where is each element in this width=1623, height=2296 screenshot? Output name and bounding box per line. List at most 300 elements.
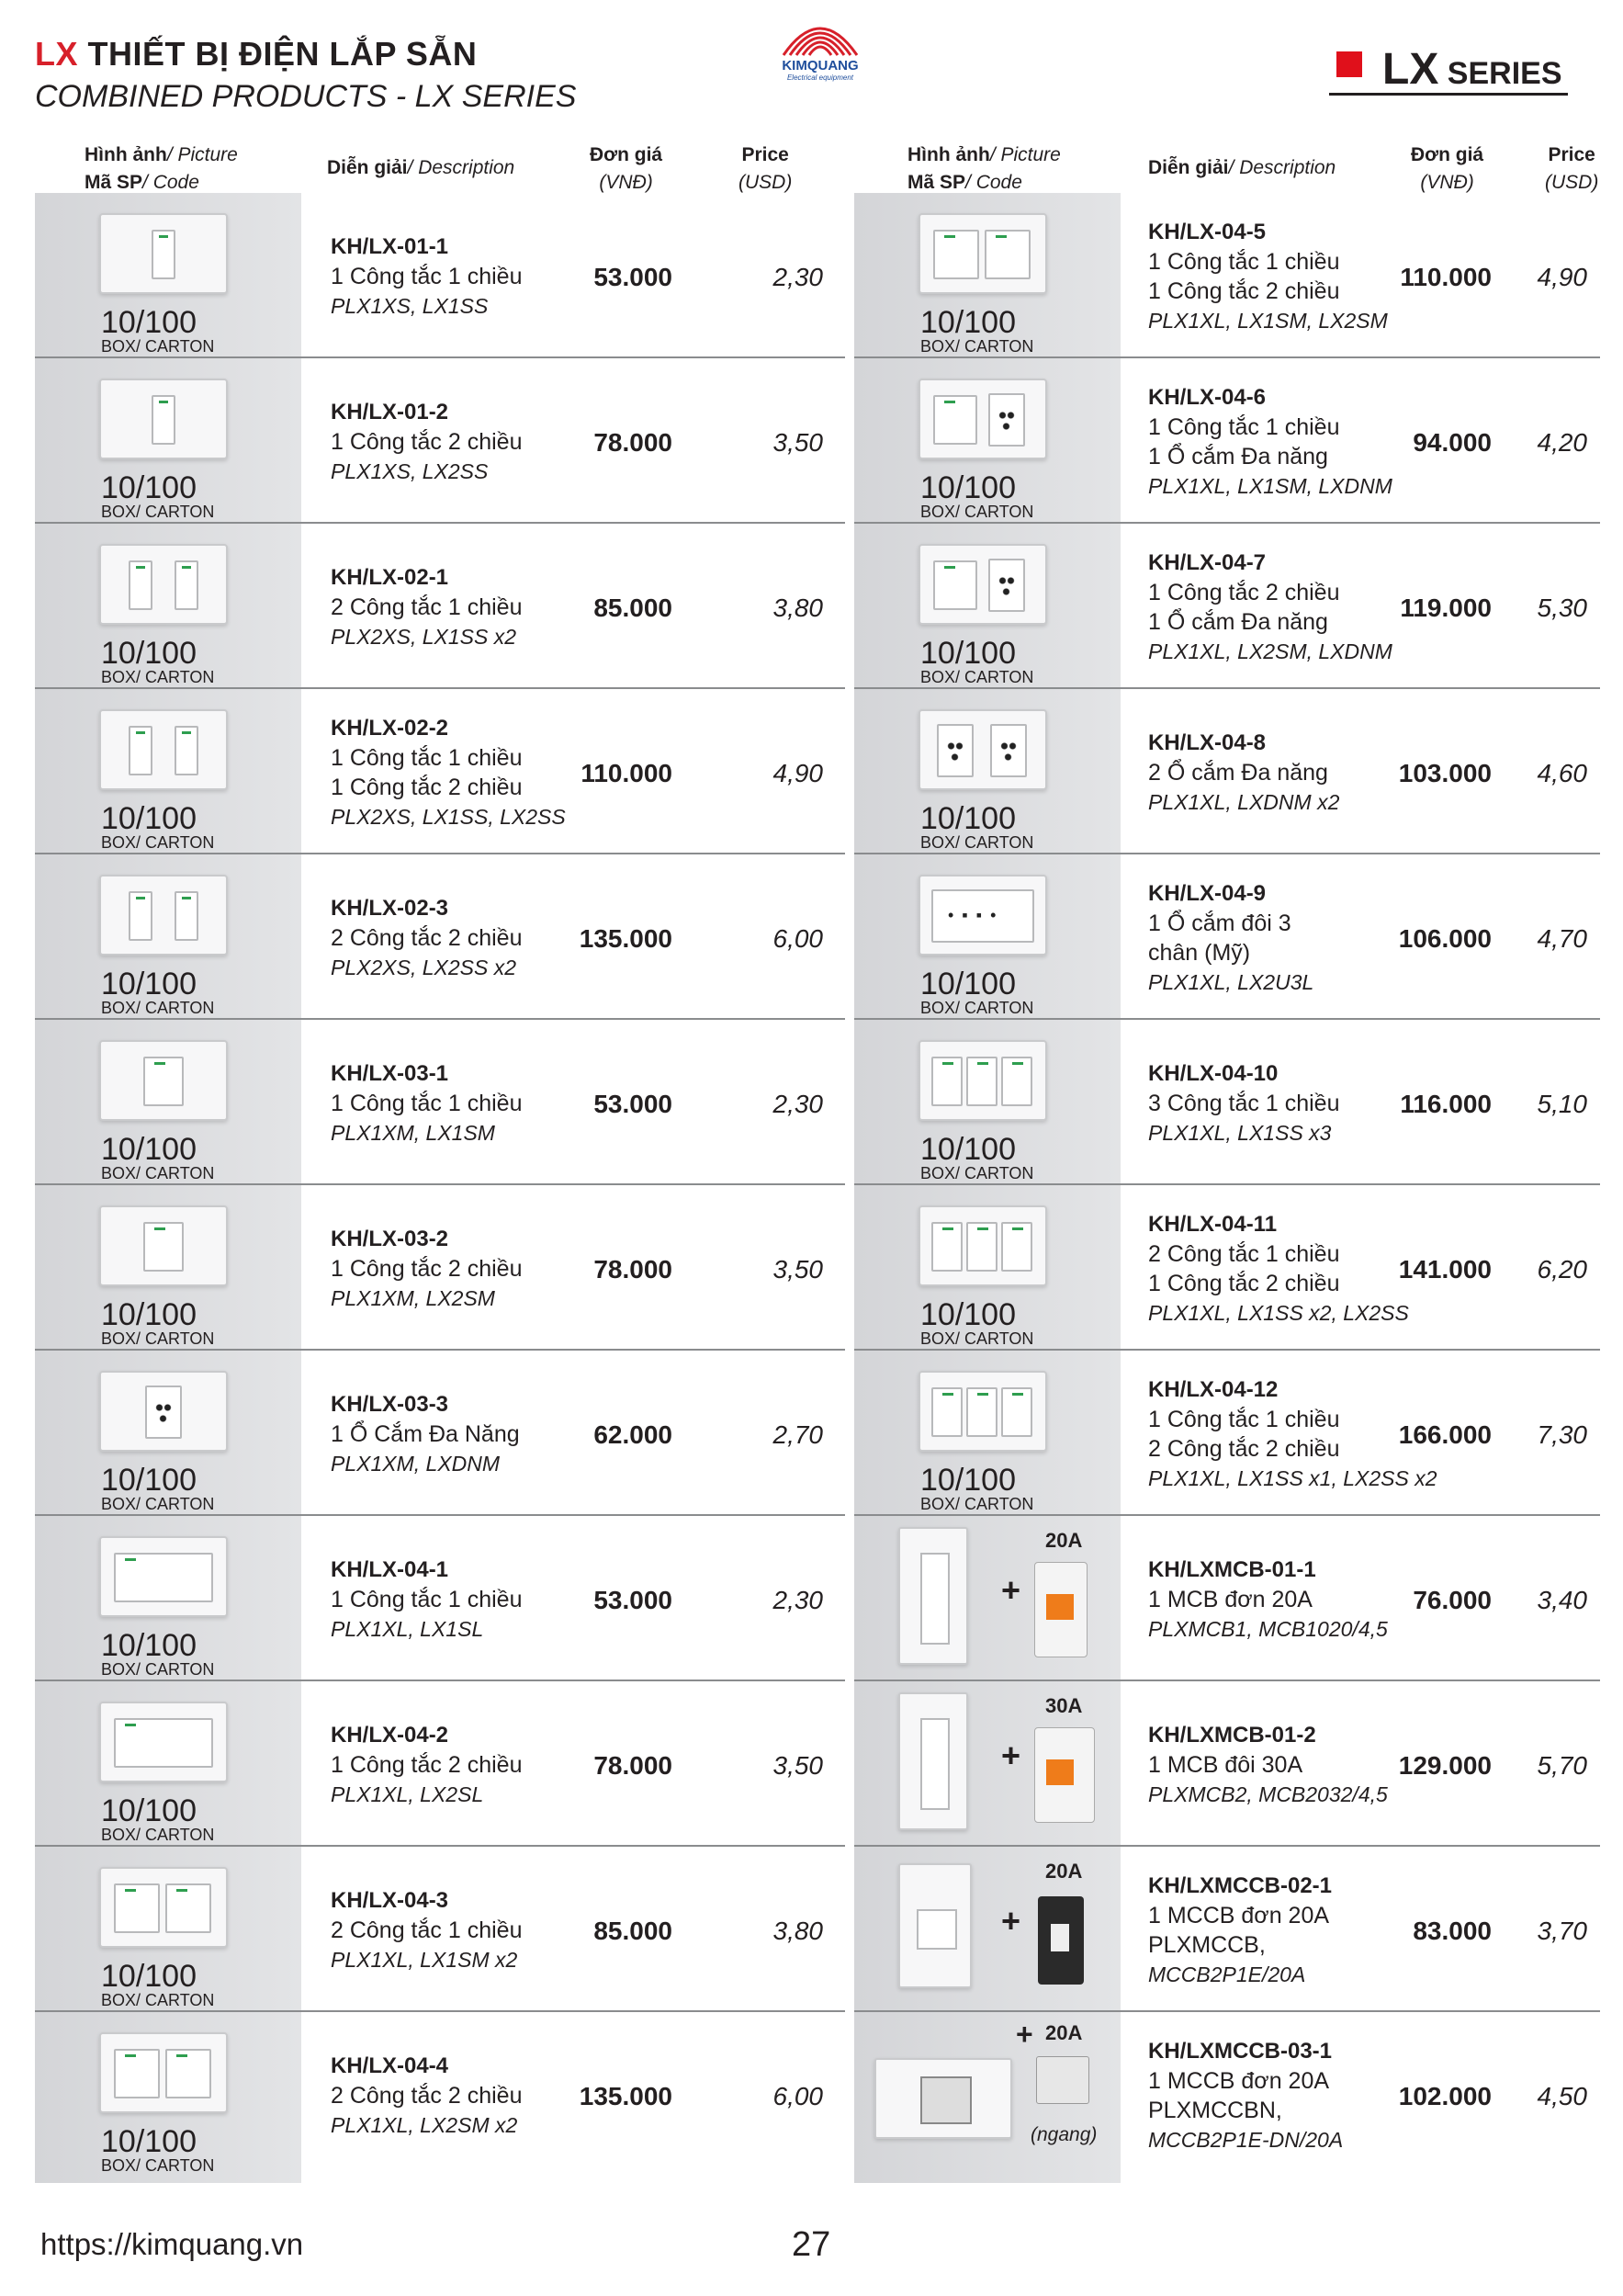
price-usd: 7,30 bbox=[1537, 1420, 1587, 1449]
col-header-vnd-right: Đơn giá (VNĐ) bbox=[1411, 144, 1484, 193]
price-usd: 3,50 bbox=[772, 428, 823, 457]
switch-plate-icon bbox=[919, 1040, 1047, 1121]
amp-label: 20A bbox=[1045, 1860, 1083, 1883]
switch-plate-icon bbox=[919, 1205, 1047, 1286]
product-code: KH/LX-02-1 bbox=[331, 565, 449, 590]
packing-qty: 10/100 bbox=[920, 1297, 1016, 1332]
product-description: 2 Công tắc 2 chiều bbox=[331, 925, 523, 951]
product-model: PLX2XS, LX1SS, LX2SS bbox=[331, 805, 566, 829]
packing-unit: BOX/ CARTON bbox=[101, 1991, 215, 2009]
packing-qty: 10/100 bbox=[920, 470, 1016, 505]
product-model: PLX1XS, LX1SS bbox=[331, 294, 489, 318]
packing-unit: BOX/ CARTON bbox=[101, 1826, 215, 1844]
packing-unit: BOX/ CARTON bbox=[101, 999, 215, 1017]
packing-qty: 10/100 bbox=[101, 1297, 197, 1332]
product-image bbox=[35, 193, 301, 356]
price-usd: 3,40 bbox=[1537, 1586, 1587, 1614]
product-description: 2 Công tắc 2 chiều bbox=[1148, 1436, 1340, 1462]
switch-key-icon bbox=[143, 1057, 184, 1106]
product-code: KH/LXMCB-01-2 bbox=[1148, 1723, 1316, 1747]
mcb-breaker-icon bbox=[1034, 1727, 1095, 1823]
switch-plate-icon bbox=[919, 544, 1047, 625]
product-image bbox=[35, 358, 301, 522]
table-row bbox=[35, 1681, 845, 1847]
price-usd: 2,30 bbox=[772, 263, 823, 291]
page-number: 27 bbox=[792, 2225, 831, 2264]
price-vnd: 116.000 bbox=[1400, 1090, 1492, 1118]
product-image bbox=[854, 854, 1121, 1018]
switch-plate-icon bbox=[919, 379, 1047, 459]
switch-key-icon bbox=[165, 1883, 211, 1933]
product-image bbox=[35, 524, 301, 687]
price-vnd: 85.000 bbox=[593, 1917, 672, 1945]
product-model: PLX1XL, LX1SM, LXDNM bbox=[1148, 474, 1392, 498]
packing-qty: 10/100 bbox=[101, 801, 197, 836]
product-code: KH/LXMCCB-03-1 bbox=[1148, 2039, 1333, 2064]
switch-plate-icon bbox=[99, 1867, 228, 1948]
product-table-left bbox=[35, 193, 845, 2183]
switch-key-icon bbox=[175, 726, 198, 775]
switch-key-icon bbox=[933, 395, 977, 445]
table-row bbox=[854, 358, 1600, 524]
product-image bbox=[35, 1185, 301, 1349]
switch-plate-icon bbox=[99, 379, 228, 459]
mccb-breaker-icon bbox=[1038, 1896, 1084, 1985]
plus-icon: + bbox=[1001, 1902, 1021, 1940]
table-row bbox=[35, 1185, 845, 1351]
switch-key-icon bbox=[966, 1057, 997, 1106]
product-code: KH/LX-03-2 bbox=[331, 1227, 449, 1251]
product-description: PLXMCCB, bbox=[1148, 1932, 1266, 1958]
product-code: KH/LX-03-1 bbox=[331, 1061, 449, 1086]
product-description: 1 MCB đôi 30A bbox=[1148, 1752, 1303, 1778]
product-image bbox=[35, 1681, 301, 1845]
switch-plate-icon bbox=[919, 709, 1047, 790]
product-code: KH/LX-04-10 bbox=[1148, 1061, 1279, 1086]
table-row bbox=[854, 1185, 1600, 1351]
product-image bbox=[35, 689, 301, 853]
product-description: 1 Công tắc 1 chiều bbox=[331, 1091, 523, 1116]
product-description: 2 Công tắc 1 chiều bbox=[331, 1917, 523, 1943]
table-row bbox=[35, 2012, 845, 2177]
product-description: 1 Công tắc 2 chiều bbox=[331, 429, 523, 455]
price-usd: 6,00 bbox=[772, 2082, 823, 2110]
product-code: KH/LX-04-3 bbox=[331, 1888, 449, 1913]
product-code: KH/LXMCCB-02-1 bbox=[1148, 1873, 1333, 1898]
packing-qty: 10/100 bbox=[101, 1463, 197, 1498]
product-code: KH/LX-04-12 bbox=[1148, 1377, 1279, 1402]
price-vnd: 119.000 bbox=[1400, 594, 1492, 622]
product-code: KH/LXMCB-01-1 bbox=[1148, 1557, 1316, 1582]
product-image bbox=[854, 1185, 1121, 1349]
product-image bbox=[35, 1020, 301, 1183]
price-usd: 5,70 bbox=[1537, 1751, 1587, 1780]
table-row bbox=[35, 1351, 845, 1516]
switch-plate-icon bbox=[919, 213, 1047, 294]
packing-unit: BOX/ CARTON bbox=[101, 1495, 215, 1513]
product-model: PLX1XL, LXDNM x2 bbox=[1148, 790, 1340, 814]
product-description: 1 Ổ Cắm Đa Năng bbox=[331, 1421, 520, 1447]
product-description: 2 Công tắc 2 chiều bbox=[331, 2083, 523, 2109]
packing-unit: BOX/ CARTON bbox=[101, 668, 215, 686]
price-vnd: 106.000 bbox=[1398, 924, 1492, 953]
product-description: 1 Ổ cắm Đa năng bbox=[1148, 609, 1328, 635]
switch-plate-icon bbox=[99, 2032, 228, 2113]
product-image bbox=[854, 1516, 1121, 1680]
product-model: PLX1XL, LX1SM, LX2SM bbox=[1148, 309, 1388, 333]
product-code: KH/LX-04-5 bbox=[1148, 220, 1267, 244]
packing-unit: BOX/ CARTON bbox=[920, 1495, 1034, 1513]
product-description: 1 Công tắc 2 chiều bbox=[1148, 1271, 1340, 1296]
product-model: PLX2XS, LX1SS x2 bbox=[331, 625, 517, 649]
table-row bbox=[854, 1847, 1600, 2012]
socket-icon bbox=[988, 393, 1025, 447]
mcb-plate-icon bbox=[898, 1527, 968, 1665]
switch-plate-icon bbox=[99, 1205, 228, 1286]
price-usd: 4,90 bbox=[1537, 263, 1587, 291]
product-code: KH/LX-04-6 bbox=[1148, 385, 1267, 410]
packing-qty: 10/100 bbox=[101, 1793, 197, 1828]
switch-plate-icon bbox=[99, 213, 228, 294]
table-row bbox=[35, 193, 845, 358]
price-usd: 3,50 bbox=[772, 1751, 823, 1780]
switch-key-icon bbox=[152, 395, 175, 445]
packing-unit: BOX/ CARTON bbox=[920, 999, 1034, 1017]
table-row bbox=[854, 1351, 1600, 1516]
table-row bbox=[35, 1020, 845, 1185]
socket-icon bbox=[988, 559, 1025, 612]
packing-qty: 10/100 bbox=[101, 1132, 197, 1167]
price-usd: 4,70 bbox=[1537, 924, 1587, 953]
switch-key-icon bbox=[175, 891, 198, 941]
table-row bbox=[854, 193, 1600, 358]
switch-key-icon bbox=[933, 560, 977, 610]
product-model: PLX1XL, LX1SS x3 bbox=[1148, 1121, 1332, 1145]
website-url[interactable]: https://kimquang.vn bbox=[40, 2227, 304, 2261]
product-description: 1 Công tắc 1 chiều bbox=[331, 1587, 523, 1612]
packing-qty: 10/100 bbox=[920, 801, 1016, 836]
table-row bbox=[35, 1847, 845, 2012]
product-code: KH/LX-04-2 bbox=[331, 1723, 449, 1747]
product-code: KH/LX-04-7 bbox=[1148, 550, 1267, 575]
switch-plate-icon bbox=[99, 875, 228, 956]
product-description: PLXMCCBN, bbox=[1148, 2098, 1282, 2123]
switch-key-icon bbox=[933, 230, 979, 279]
product-model: PLX1XL, LX1SM x2 bbox=[331, 1948, 518, 1972]
table-row bbox=[854, 2012, 1600, 2177]
product-model: PLX1XL, LX2SM, LXDNM bbox=[1148, 639, 1392, 663]
table-row bbox=[35, 358, 845, 524]
mccb-plate-icon bbox=[874, 2058, 1012, 2139]
product-image bbox=[35, 854, 301, 1018]
switch-plate-icon bbox=[99, 544, 228, 625]
product-description: 1 MCCB đơn 20A bbox=[1148, 2068, 1330, 2094]
price-usd: 4,90 bbox=[772, 759, 823, 787]
switch-plate-icon bbox=[99, 1702, 228, 1782]
product-image bbox=[854, 1020, 1121, 1183]
price-vnd: 62.000 bbox=[593, 1420, 672, 1449]
switch-key-icon bbox=[114, 2049, 160, 2098]
product-model: PLX1XL, LX2SL bbox=[331, 1782, 484, 1806]
price-usd: 3,80 bbox=[772, 594, 823, 622]
product-description: 1 Công tắc 1 chiều bbox=[1148, 414, 1340, 440]
packing-qty: 10/100 bbox=[920, 636, 1016, 671]
col-header-desc-left: Diễn giải/ Description bbox=[327, 157, 515, 178]
packing-unit: BOX/ CARTON bbox=[101, 833, 215, 852]
table-row bbox=[854, 524, 1600, 689]
packing-qty: 10/100 bbox=[101, 1959, 197, 1994]
price-vnd: 85.000 bbox=[593, 594, 672, 622]
col-header-picture-right: Hình ảnh/ Picture Mã SP/ Code bbox=[907, 144, 1061, 193]
price-usd: 4,60 bbox=[1537, 759, 1587, 787]
packing-qty: 10/100 bbox=[920, 1132, 1016, 1167]
socket-icon bbox=[990, 724, 1027, 777]
price-vnd: 53.000 bbox=[593, 1090, 672, 1118]
price-vnd: 76.000 bbox=[1413, 1586, 1492, 1614]
product-code: KH/LX-01-2 bbox=[331, 400, 449, 424]
packing-qty: 10/100 bbox=[101, 470, 197, 505]
product-image bbox=[854, 524, 1121, 687]
packing-unit: BOX/ CARTON bbox=[920, 503, 1034, 521]
product-description: 2 Công tắc 1 chiều bbox=[331, 594, 523, 620]
table-row bbox=[35, 689, 845, 854]
product-description: 1 Công tắc 2 chiều bbox=[331, 1752, 523, 1778]
packing-unit: BOX/ CARTON bbox=[101, 503, 215, 521]
price-usd: 4,50 bbox=[1537, 2082, 1587, 2110]
packing-unit: BOX/ CARTON bbox=[920, 337, 1034, 356]
switch-plate-icon bbox=[99, 1371, 228, 1452]
product-description: 1 Công tắc 2 chiều bbox=[1148, 278, 1340, 304]
amp-label: 20A bbox=[1045, 1529, 1083, 1552]
mcb-plate-icon bbox=[898, 1692, 968, 1830]
product-image bbox=[854, 1351, 1121, 1514]
packing-unit: BOX/ CARTON bbox=[920, 668, 1034, 686]
socket-icon bbox=[145, 1386, 182, 1439]
product-model: PLX1XM, LXDNM bbox=[331, 1452, 501, 1476]
price-vnd: 135.000 bbox=[579, 2082, 672, 2110]
svg-text:Electrical equipment: Electrical equipment bbox=[786, 74, 854, 82]
mccb-breaker-icon bbox=[1036, 2056, 1089, 2104]
product-image bbox=[854, 1681, 1121, 1845]
packing-qty: 10/100 bbox=[101, 1628, 197, 1663]
switch-plate-icon bbox=[919, 1371, 1047, 1452]
table-row bbox=[35, 524, 845, 689]
series-badge: LX SERIES bbox=[1329, 44, 1568, 96]
price-vnd: 135.000 bbox=[579, 924, 672, 953]
price-vnd: 103.000 bbox=[1398, 759, 1492, 787]
table-row bbox=[854, 1681, 1600, 1847]
packing-qty: 10/100 bbox=[920, 967, 1016, 1001]
price-vnd: 78.000 bbox=[593, 1751, 672, 1780]
packing-unit: BOX/ CARTON bbox=[101, 337, 215, 356]
red-square-icon bbox=[1336, 51, 1362, 77]
product-description: 1 MCCB đơn 20A bbox=[1148, 1903, 1330, 1928]
price-vnd: 102.000 bbox=[1398, 2082, 1492, 2110]
mccb-plate-icon bbox=[898, 1863, 972, 1988]
product-image bbox=[854, 1847, 1121, 2010]
packing-unit: BOX/ CARTON bbox=[101, 1329, 215, 1348]
amp-label: 20A bbox=[1045, 2021, 1083, 2044]
col-header-vnd-left: Đơn giá (VNĐ) bbox=[590, 144, 663, 193]
switch-key-icon bbox=[931, 1387, 963, 1437]
price-usd: 5,10 bbox=[1537, 1090, 1587, 1118]
product-model: PLX1XS, LX2SS bbox=[331, 459, 489, 483]
price-usd: 3,70 bbox=[1537, 1917, 1587, 1945]
price-vnd: 129.000 bbox=[1398, 1751, 1492, 1780]
product-code: KH/LX-04-9 bbox=[1148, 881, 1267, 906]
packing-qty: 10/100 bbox=[101, 2124, 197, 2159]
plus-icon: + bbox=[1001, 1571, 1021, 1609]
product-model: PLX1XM, LX2SM bbox=[331, 1286, 495, 1310]
packing-unit: BOX/ CARTON bbox=[920, 833, 1034, 852]
product-description: 3 Công tắc 1 chiều bbox=[1148, 1091, 1340, 1116]
packing-unit: BOX/ CARTON bbox=[920, 1329, 1034, 1348]
product-model: MCCB2P1E/20A bbox=[1148, 1962, 1306, 1986]
switch-plate-icon bbox=[99, 709, 228, 790]
switch-plate-icon bbox=[919, 875, 1047, 956]
col-header-desc-right: Diễn giải/ Description bbox=[1148, 157, 1336, 178]
packing-unit: BOX/ CARTON bbox=[101, 1660, 215, 1679]
packing-qty: 10/100 bbox=[101, 636, 197, 671]
switch-key-icon bbox=[1001, 1057, 1032, 1106]
product-model: PLX1XL, LX2U3L bbox=[1148, 970, 1314, 994]
price-vnd: 110.000 bbox=[580, 759, 672, 787]
switch-key-icon bbox=[143, 1222, 184, 1272]
switch-key-icon bbox=[129, 560, 152, 610]
price-vnd: 166.000 bbox=[1398, 1420, 1492, 1449]
kimquang-logo bbox=[761, 7, 880, 83]
plus-icon: + bbox=[1001, 1736, 1021, 1774]
switch-key-icon bbox=[114, 1553, 213, 1602]
price-usd: 6,20 bbox=[1537, 1255, 1587, 1284]
packing-qty: 10/100 bbox=[920, 305, 1016, 340]
product-image bbox=[854, 2012, 1121, 2176]
svg-text:KIMQUANG: KIMQUANG bbox=[782, 58, 859, 74]
price-usd: 2,70 bbox=[772, 1420, 823, 1449]
packing-unit: BOX/ CARTON bbox=[101, 2156, 215, 2175]
price-vnd: 141.000 bbox=[1398, 1255, 1492, 1284]
switch-key-icon bbox=[114, 1883, 160, 1933]
price-vnd: 53.000 bbox=[593, 263, 672, 291]
product-image bbox=[35, 1847, 301, 2010]
switch-key-icon bbox=[175, 560, 198, 610]
product-model: PLX1XL, LX1SL bbox=[331, 1617, 484, 1641]
us-socket-icon bbox=[931, 889, 1034, 943]
price-usd: 2,30 bbox=[772, 1586, 823, 1614]
switch-key-icon bbox=[152, 230, 175, 279]
orientation-note: (ngang) bbox=[1031, 2124, 1098, 2145]
product-description: 1 Công tắc 1 chiều bbox=[331, 264, 523, 289]
price-usd: 3,50 bbox=[772, 1255, 823, 1284]
col-header-usd-left: Price (USD) bbox=[738, 144, 793, 193]
product-image bbox=[35, 2012, 301, 2176]
product-description: 1 Công tắc 1 chiều bbox=[1148, 1407, 1340, 1432]
mcb-breaker-icon bbox=[1034, 1562, 1088, 1657]
product-model: PLXMCB2, MCB2032/4,5 bbox=[1148, 1782, 1388, 1806]
price-usd: 3,80 bbox=[772, 1917, 823, 1945]
price-vnd: 110.000 bbox=[1400, 263, 1492, 291]
product-description: 1 Công tắc 2 chiều bbox=[331, 1256, 523, 1282]
product-model: MCCB2P1E-DN/20A bbox=[1148, 2128, 1344, 2152]
switch-key-icon bbox=[931, 1057, 963, 1106]
switch-key-icon bbox=[966, 1222, 997, 1272]
product-description: 1 Công tắc 2 chiều bbox=[1148, 580, 1340, 605]
product-table-right bbox=[854, 193, 1600, 2183]
switch-key-icon bbox=[129, 891, 152, 941]
product-image bbox=[854, 689, 1121, 853]
product-model: PLX1XL, LX1SS x1, LX2SS x2 bbox=[1148, 1466, 1437, 1490]
product-code: KH/LX-01-1 bbox=[331, 234, 449, 259]
product-model: PLX2XS, LX2SS x2 bbox=[331, 956, 517, 979]
packing-qty: 10/100 bbox=[101, 967, 197, 1001]
product-description: 1 Công tắc 1 chiều bbox=[331, 745, 523, 771]
product-code: KH/LX-02-3 bbox=[331, 896, 449, 921]
product-model: PLX1XL, LX2SM x2 bbox=[331, 2113, 518, 2137]
col-header-picture-left: Hình ảnh/ Picture Mã SP/ Code bbox=[85, 144, 238, 193]
price-vnd: 78.000 bbox=[593, 428, 672, 457]
page-subtitle: COMBINED PRODUCTS - LX SERIES bbox=[35, 79, 577, 114]
table-row bbox=[35, 1516, 845, 1681]
price-vnd: 78.000 bbox=[593, 1255, 672, 1284]
switch-plate-icon bbox=[99, 1536, 228, 1617]
switch-key-icon bbox=[985, 230, 1031, 279]
product-description: chân (Mỹ) bbox=[1148, 940, 1251, 966]
price-vnd: 94.000 bbox=[1413, 428, 1492, 457]
product-description: 1 Ổ cắm Đa năng bbox=[1148, 444, 1328, 469]
table-row bbox=[854, 1020, 1600, 1185]
product-image bbox=[35, 1351, 301, 1514]
product-model: PLXMCB1, MCB1020/4,5 bbox=[1148, 1617, 1388, 1641]
switch-key-icon bbox=[1001, 1387, 1032, 1437]
product-model: PLX1XM, LX1SM bbox=[331, 1121, 495, 1145]
product-description: 1 Ổ cắm đôi 3 bbox=[1148, 910, 1291, 936]
product-code: KH/LX-04-11 bbox=[1148, 1212, 1278, 1237]
switch-plate-icon bbox=[99, 1040, 228, 1121]
table-row bbox=[854, 1516, 1600, 1681]
packing-qty: 10/100 bbox=[101, 305, 197, 340]
col-header-usd-right: Price (USD) bbox=[1545, 144, 1599, 193]
table-row bbox=[854, 854, 1600, 1020]
price-usd: 5,30 bbox=[1537, 594, 1587, 622]
product-code: KH/LX-04-1 bbox=[331, 1557, 449, 1582]
product-code: KH/LX-04-8 bbox=[1148, 730, 1267, 755]
switch-key-icon bbox=[129, 726, 152, 775]
switch-key-icon bbox=[165, 2049, 211, 2098]
product-code: KH/LX-02-2 bbox=[331, 716, 449, 741]
product-image bbox=[854, 358, 1121, 522]
product-description: 2 Công tắc 1 chiều bbox=[1148, 1241, 1340, 1267]
product-description: 2 Ổ cắm Đa năng bbox=[1148, 760, 1328, 786]
switch-key-icon bbox=[931, 1222, 963, 1272]
price-usd: 4,20 bbox=[1537, 428, 1587, 457]
product-code: KH/LX-04-4 bbox=[331, 2053, 449, 2078]
table-row bbox=[35, 854, 845, 1020]
price-vnd: 83.000 bbox=[1413, 1917, 1492, 1945]
price-usd: 6,00 bbox=[772, 924, 823, 953]
price-vnd: 53.000 bbox=[593, 1586, 672, 1614]
plus-icon: + bbox=[1016, 2018, 1033, 2051]
product-image bbox=[854, 193, 1121, 356]
product-model: PLX1XL, LX1SS x2, LX2SS bbox=[1148, 1301, 1409, 1325]
table-row bbox=[854, 689, 1600, 854]
packing-qty: 10/100 bbox=[920, 1463, 1016, 1498]
socket-icon bbox=[937, 724, 974, 777]
price-usd: 2,30 bbox=[772, 1090, 823, 1118]
switch-key-icon bbox=[114, 1718, 213, 1768]
page-title: LX THIẾT BỊ ĐIỆN LẮP SẴN bbox=[35, 35, 478, 73]
product-description: 1 Công tắc 2 chiều bbox=[331, 775, 523, 800]
product-image bbox=[35, 1516, 301, 1680]
